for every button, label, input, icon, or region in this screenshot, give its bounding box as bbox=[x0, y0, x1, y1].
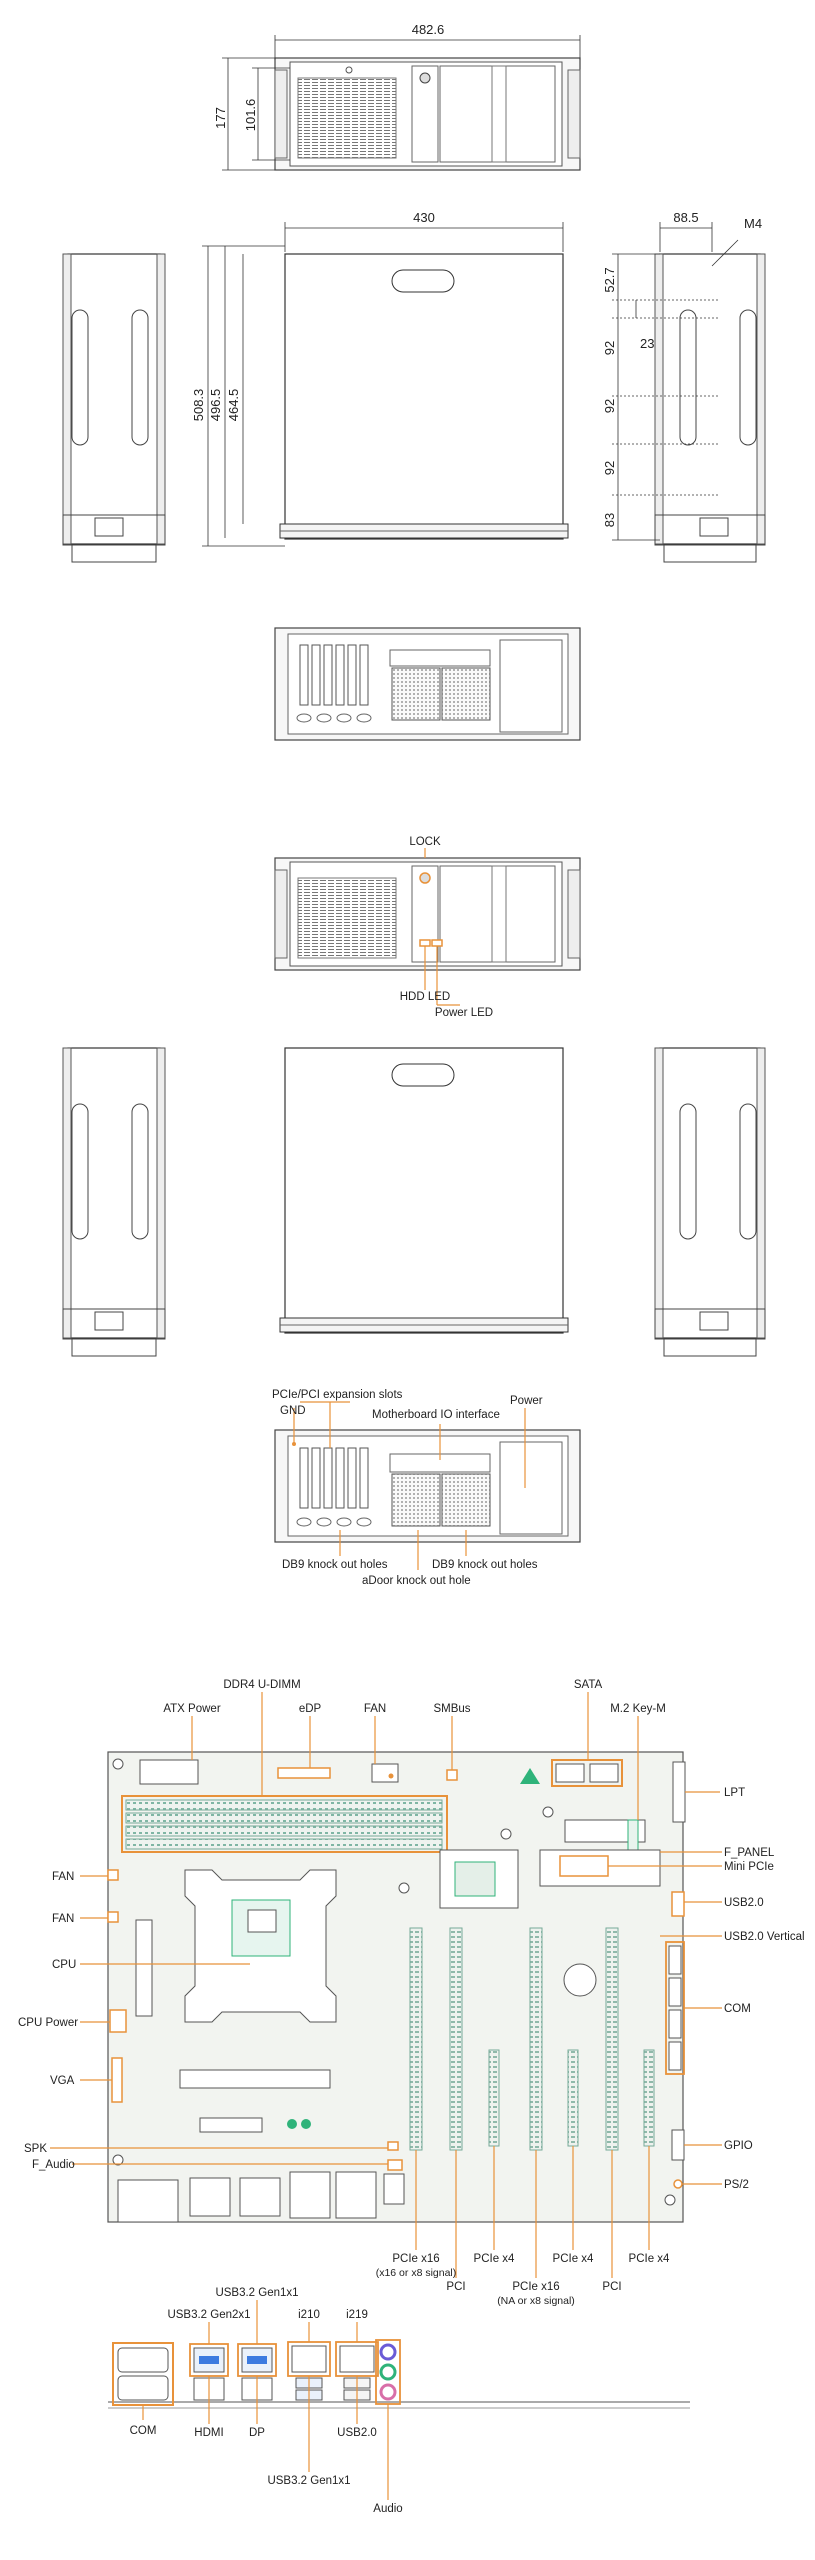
label-usb32-gen1-top: USB3.2 Gen1x1 bbox=[215, 2287, 299, 2299]
label-ddr4: DDR4 U-DIMM bbox=[223, 1679, 301, 1691]
label-usb20: USB2.0 bbox=[724, 1897, 764, 1909]
dim-side-spacing-6: 83 bbox=[602, 512, 617, 528]
label-io-usb20: USB2.0 bbox=[337, 2427, 377, 2439]
label-pcie-x4-b: PCIe x4 bbox=[552, 2253, 594, 2265]
label-ps2: PS/2 bbox=[724, 2179, 749, 2191]
label-i210: i210 bbox=[298, 2309, 320, 2321]
label-sata: SATA bbox=[573, 1679, 603, 1691]
dim-side-width: 88.5 bbox=[673, 210, 699, 225]
label-power-led: Power LED bbox=[434, 1007, 494, 1019]
label-io-com: COM bbox=[129, 2425, 157, 2437]
label-lpt: LPT bbox=[724, 1787, 746, 1799]
label-dp: DP bbox=[249, 2427, 265, 2439]
dim-depth-inner: 464.5 bbox=[226, 388, 241, 422]
label-edp: eDP bbox=[298, 1703, 322, 1715]
front-view bbox=[275, 58, 580, 170]
dim-side-spacing-2: 23 bbox=[640, 336, 655, 351]
label-fan-1: FAN bbox=[52, 1871, 75, 1883]
label-com: COM bbox=[724, 2003, 751, 2015]
label-hdd-led: HDD LED bbox=[399, 991, 451, 1003]
label-pcie-x4-a: PCIe x4 bbox=[473, 2253, 515, 2265]
top-view bbox=[280, 254, 568, 539]
label-pcie-x16-a-note: (x16 or x8 signal) bbox=[375, 2267, 457, 2279]
label-gnd: GND bbox=[280, 1405, 306, 1417]
rear-view-labelled bbox=[275, 1402, 580, 1570]
label-atx-power: ATX Power bbox=[163, 1703, 221, 1715]
label-cpu: CPU bbox=[52, 1959, 77, 1971]
top-view-2 bbox=[280, 1048, 568, 1333]
label-cpu-power: CPU Power bbox=[18, 2017, 79, 2029]
left-side-view-2 bbox=[63, 1048, 165, 1356]
label-m2: M.2 Key-M bbox=[610, 1703, 666, 1715]
right-side-view-2 bbox=[655, 1048, 765, 1356]
dim-side-spacing-3: 92 bbox=[602, 340, 617, 356]
label-i219: i219 bbox=[346, 2309, 368, 2321]
dim-front-height-total: 177 bbox=[213, 107, 228, 129]
label-pcie-x16-b: PCIe x16 bbox=[512, 2281, 560, 2293]
dim-side-spacing-4: 92 bbox=[602, 398, 617, 414]
label-adoor: aDoor knock out hole bbox=[362, 1575, 471, 1587]
label-pcie-x16-b-note: (NA or x8 signal) bbox=[497, 2295, 575, 2307]
label-gpio: GPIO bbox=[724, 2140, 753, 2152]
label-db9-right: DB9 knock out holes bbox=[432, 1559, 538, 1571]
dim-side-spacing-1: 52.7 bbox=[602, 267, 617, 293]
rear-view-1 bbox=[275, 628, 580, 740]
label-spk: SPK bbox=[24, 2143, 48, 2155]
dim-top-width: 430 bbox=[413, 210, 435, 225]
label-expansion-slots: PCIe/PCI expansion slots bbox=[272, 1389, 403, 1401]
left-side-view bbox=[63, 254, 165, 562]
label-pci-a: PCI bbox=[446, 2281, 466, 2293]
label-power: Power bbox=[510, 1395, 543, 1407]
label-pcie-x16-a: PCIe x16 bbox=[392, 2253, 440, 2265]
dim-front-height-inner: 101.6 bbox=[243, 98, 258, 132]
label-lock: LOCK bbox=[409, 836, 441, 848]
dim-front-width: 482.6 bbox=[411, 22, 445, 37]
label-fan-2: FAN bbox=[52, 1913, 75, 1925]
label-usb32-gen2: USB3.2 Gen2x1 bbox=[167, 2309, 251, 2321]
label-io-interface: Motherboard IO interface bbox=[372, 1409, 500, 1421]
label-pcie-x4-c: PCIe x4 bbox=[628, 2253, 670, 2265]
label-mini-pcie: Mini PCIe bbox=[724, 1861, 774, 1873]
rear-io-panel bbox=[108, 2340, 690, 2408]
label-vga: VGA bbox=[50, 2075, 75, 2087]
label-usb32-gen1-bottom: USB3.2 Gen1x1 bbox=[267, 2475, 351, 2487]
label-usb20-vertical: USB2.0 Vertical bbox=[724, 1931, 805, 1943]
label-pci-b: PCI bbox=[602, 2281, 622, 2293]
dim-depth-mid: 496.5 bbox=[208, 388, 223, 422]
label-f-panel: F_PANEL bbox=[724, 1847, 775, 1859]
front-view-labelled bbox=[275, 848, 580, 1005]
label-fan-top: FAN bbox=[363, 1703, 387, 1715]
dim-side-screw: M4 bbox=[744, 216, 763, 231]
label-db9-left: DB9 knock out holes bbox=[282, 1559, 388, 1571]
label-smbus: SMBus bbox=[433, 1703, 471, 1715]
dim-depth-total: 508.3 bbox=[191, 388, 206, 422]
label-f-audio: F_Audio bbox=[32, 2159, 75, 2171]
label-hdmi: HDMI bbox=[194, 2427, 224, 2439]
label-audio: Audio bbox=[373, 2503, 403, 2515]
dim-side-spacing-5: 92 bbox=[602, 460, 617, 476]
motherboard bbox=[108, 1752, 685, 2222]
